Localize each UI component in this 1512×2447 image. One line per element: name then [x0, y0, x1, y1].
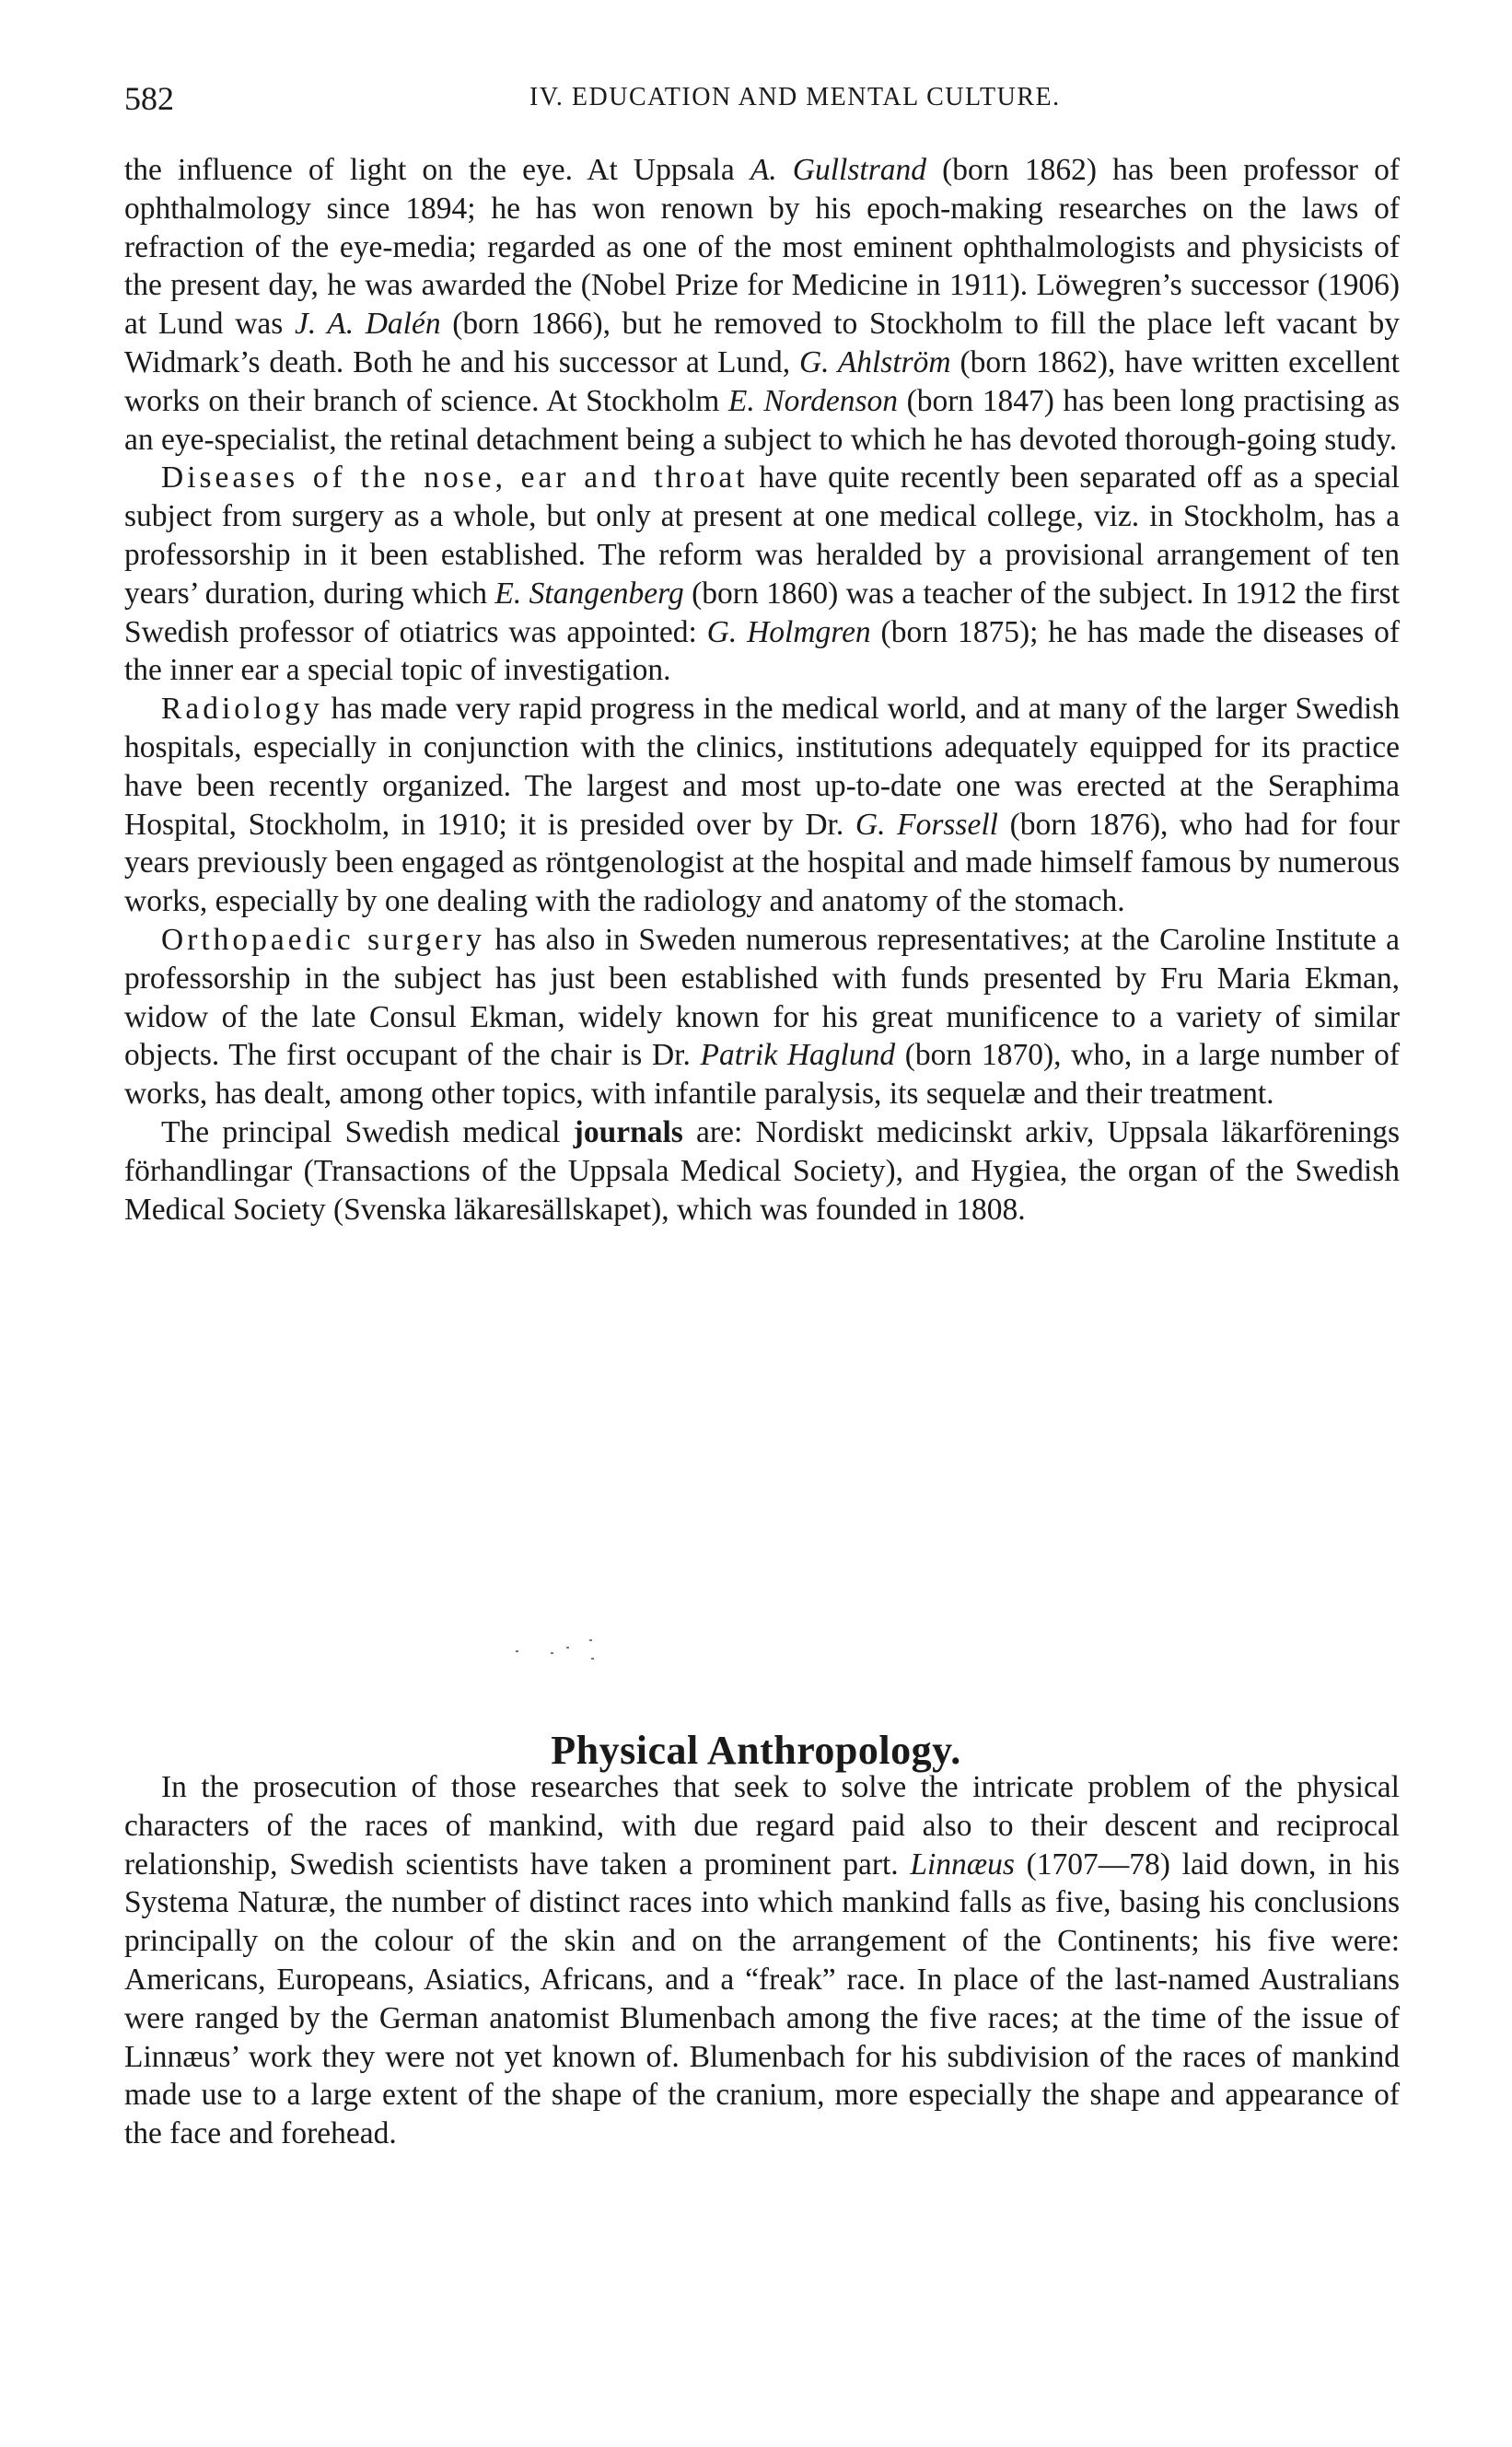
text-run: (born 1862) has been professor of ophthalmology since 1894; he has won renown by his epoch-making researches on the laws of refraction of the eye-media; regarded as one of the most eminent ophthalmologists and physicists of the present day, he was awarded the (Nobel Prize for Medicine in 1911). Löwegren’s successor (1906) at Lund was	[124, 153, 1400, 342]
person-name: Linnæus	[910, 1847, 1015, 1882]
text-run: In the prosecution of those researches that seek to solve the intricate problem of the physical characters of the races of mankind, with due regard paid also to their descent and reciprocal relationship, Swedish scientists have taken a prominent part.	[124, 1770, 1400, 1882]
bold-term: journals	[573, 1114, 683, 1149]
running-head	[124, 79, 1400, 116]
person-name: G. Forssell	[855, 807, 998, 842]
page-number: 582	[124, 80, 174, 117]
person-name: J. A. Dalén	[294, 307, 441, 342]
spaced-lead-phrase: Radiology	[161, 692, 323, 727]
person-name: Patrik Haglund	[700, 1038, 896, 1073]
text-run: are: Nordiskt medicinskt arkiv, Uppsala läkarförenings förhandlingar (Transactions of the Uppsala Medical Society), and Hygiea, the organ of the Swedish Medical Society (Svenska läkaresällskapet), which was founded in 1808.	[124, 1114, 1400, 1227]
section-medicine-body	[124, 151, 1400, 1229]
paragraph	[124, 459, 1400, 690]
text-run: has also in Sweden numerous representatives; at the Caroline Institute a professorship in the subject has just been established with funds presented by Fru Maria Ekman, widow of the late Consul Ekman, widely known for his great munificence to a variety of similar objects. The first occupant of the chair is Dr.	[124, 922, 1400, 1073]
person-name: G. Holmgren	[706, 614, 871, 649]
text-run: the influence of light on the eye. At Uppsala	[124, 153, 750, 187]
text-run: (born 1870), who, in a large number of works, has dealt, among other topics, with infantile paralysis, its sequelæ and their treatment.	[124, 1038, 1401, 1112]
text-run: (1707—78) laid down, in his Systema Naturæ, the number of distinct races into which mankind falls as five, basing his conclusions principally on the colour of the skin and on the arrangement of the Continents; his five were: Americans, Europeans, Asiatics, Africans, and a “freak” race. In place of the last-named Australians were ranged by the German anatomist Blumenbach among the five races; at the time of the issue of Linnæus’ work they were not yet known of. Blumenbach for his subdivision of the races of mankind made use to a large extent of the shape of the cranium, more especially the shape and appearance of the face and forehead.	[124, 1847, 1400, 2151]
text-run: (born 1860) was a teacher of the subject. In 1912 the first Swedish professor of otiatrics was appointed:	[124, 576, 1401, 649]
spaced-lead-phrase: Orthopaedic surgery	[161, 922, 485, 957]
text-run: (born 1866), but he removed to Stockholm to fill the place left vacant by Widmark’s death. Both he and his successor at Lund,	[124, 307, 1400, 379]
person-name: A. Gullstrand	[750, 153, 926, 187]
spaced-lead-phrase: Diseases of the nose, ear and throat	[161, 460, 749, 495]
text-run: have quite recently been separated off as a special subject from surgery as a whole, but only at present at one medical college, viz. in Stockholm, has a professorship in it been established. The reform was heralded by a provisional arrangement of ten years’ duration, during which	[124, 460, 1400, 611]
person-name: E. Nordenson	[727, 383, 899, 418]
ornament-divider	[516, 1628, 626, 1665]
paragraph	[124, 921, 1400, 1113]
paragraph	[124, 690, 1400, 921]
text-run: has made very rapid progress in the medical world, and at many of the larger Swedish hospitals, especially in conjunction with the clinics, institutions adequately equipped for its practice have been recently organized. The largest and most up-to-date one was erected at the Seraphima Hospital, Stockholm, in 1910; it is presided over by Dr.	[124, 692, 1400, 842]
text-run: (born 1876), who had for four years previously been engaged as röntgenologist at the hospital and made himself famous by numerous works, especially by one dealing with the radiology and anatomy of the stomach.	[124, 807, 1401, 919]
paragraph	[124, 1113, 1400, 1229]
heading-physical-anthropology: Physical Anthropology.	[551, 1727, 961, 1773]
text-run: (born 1847) has been long practising as an eye-specialist, the retinal detachment being a subject to which he has devoted thorough-going study.	[124, 383, 1400, 457]
text-run: The principal Swedish medical	[161, 1114, 574, 1149]
paragraph	[124, 151, 1400, 459]
person-name: G. Ahlström	[798, 344, 951, 379]
text-run: (born 1862), have written excellent works on their branch of science. At Stockholm	[124, 344, 1400, 418]
paragraph	[124, 1768, 1400, 2153]
section-title: IV. EDUCATION AND MENTAL CULTURE.	[529, 83, 1061, 111]
text-run: (born 1875); he has made the diseases of the inner ear a special topic of investigation.	[124, 614, 1400, 688]
section-anthropology-body	[124, 1768, 1400, 2153]
person-name: E. Stangenberg	[494, 576, 684, 611]
